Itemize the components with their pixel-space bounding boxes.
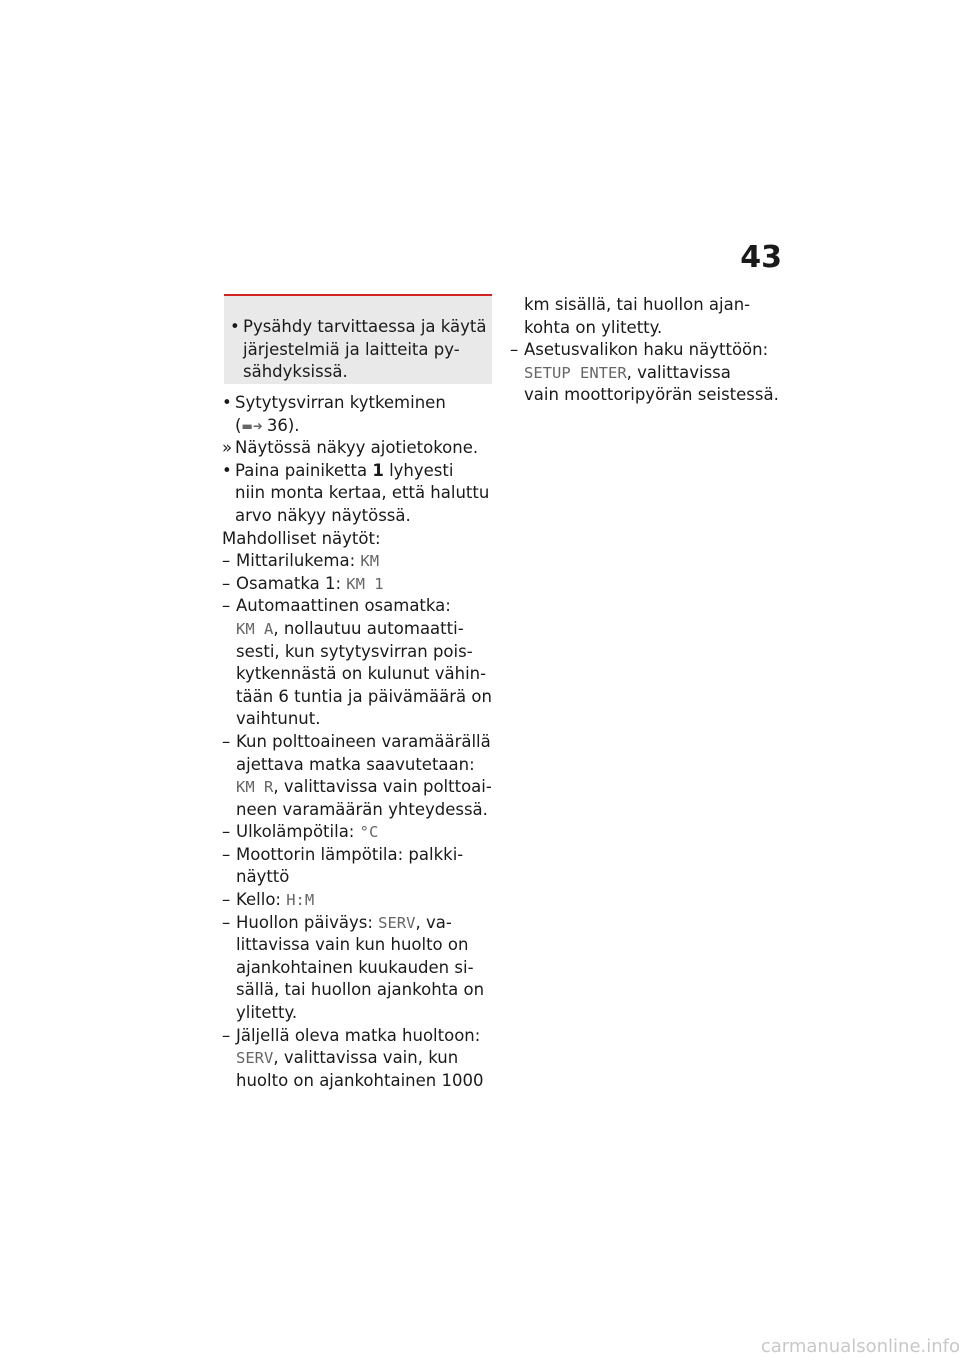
display-code: KM A <box>236 619 274 638</box>
step-press-button <box>222 460 494 528</box>
left-column <box>222 392 494 1092</box>
button-number: 1 <box>372 460 384 480</box>
display-code: KM R <box>236 778 274 797</box>
step-text: Paina painiketta 1 lyhyesti <box>235 460 454 480</box>
list-item-setup-menu: – Asetusvalikon haku näyttöön: SETUP ENTER, valittavissa vain moottoripyörän seistessä. <box>510 340 779 405</box>
display-code: SERV <box>378 913 416 932</box>
list-item-service-distance: – Jäljellä oleva matka huoltoon: SERV, valittavissa vain, kun huolto on ajankohtainen 1000 <box>222 1025 484 1090</box>
page-reference[interactable] <box>235 415 494 438</box>
result-text: Näytössä näkyy ajotietokone. <box>235 438 479 458</box>
notice-item <box>230 316 501 384</box>
display-code: °C <box>359 823 379 842</box>
dash-marker: – <box>222 844 231 864</box>
display-code: SERV <box>236 1049 274 1068</box>
result-display <box>222 437 494 460</box>
list-item-reserve: – Kun polttoaineen varamäärällä ajettava matka saavutetaan: KM R, valittavissa vain polttoai- neen varamäärän yhteydessä. <box>222 731 492 819</box>
watermark-footer: carmanualsonline.info <box>760 1336 960 1357</box>
dash-marker: – <box>222 1025 231 1045</box>
list-item-outside-temp: – Ulkolämpötila: °C <box>222 821 494 844</box>
list-item-trip1: – Osamatka 1: KM 1 <box>222 573 494 596</box>
step-marker: • <box>222 460 232 480</box>
result-marker: » <box>222 438 233 458</box>
step-text: niin monta kertaa, että haluttu <box>235 483 490 503</box>
possible-displays-title: Mahdolliset näytöt: <box>222 528 381 548</box>
dash-marker: – <box>222 731 231 751</box>
step-marker: • <box>222 393 232 412</box>
display-code: SETUP ENTER <box>524 363 627 382</box>
dash-marker: – <box>222 551 231 571</box>
list-item-auto-trip: – Automaattinen osamatka: KM A, nollautuu automaatti- sesti, kun sytytysvirran pois- kytkennästä on kulunut vähin- tään 6 tuntia ja päivämäärä on vaihtunut. <box>222 596 492 729</box>
ref-page: 36). <box>266 415 300 435</box>
list-item-engine-temp: – Moottorin lämpötila: palkki- näyttö <box>222 844 464 887</box>
display-code: KM 1 <box>346 574 384 593</box>
notice-line: järjestelmiä ja laitteita py- <box>243 339 460 359</box>
notice-line: sähdyksissä. <box>243 362 348 382</box>
display-code: KM <box>360 552 380 571</box>
notice-line: Pysähdy tarvittaessa ja käytä <box>243 317 487 336</box>
list-item-odometer: – Mittarilukema: KM <box>222 550 494 573</box>
arrow-right-icon: ▬➜ <box>241 418 263 433</box>
step-ignition <box>222 392 494 437</box>
list-item-service-date: – Huollon päiväys: SERV, va- littavissa vain kun huolto on ajankohtainen kuukauden si- sällä, tai huollon ajankohta on ylitetty. <box>222 912 485 1023</box>
list-item-clock: – Kello: H:M <box>222 889 494 912</box>
dash-marker: – <box>222 822 231 842</box>
step-text: Sytytysvirran kytkeminen <box>235 393 446 412</box>
right-column <box>510 294 782 407</box>
dash-marker: – <box>222 573 231 593</box>
dash-marker: – <box>222 912 231 932</box>
ref-open: ( <box>235 415 242 435</box>
dash-marker: – <box>222 890 231 910</box>
list-item-service-distance-cont: km sisällä, tai huollon ajan- kohta on ylitetty. <box>524 295 751 337</box>
display-code: H:M <box>286 891 315 910</box>
dash-marker: – <box>222 596 231 616</box>
step-text: arvo näkyy näytössä. <box>235 505 411 525</box>
notice-box <box>224 294 492 384</box>
dash-marker: – <box>510 340 519 360</box>
page-number: 43 <box>740 240 782 275</box>
bullet-marker: • <box>230 317 240 336</box>
